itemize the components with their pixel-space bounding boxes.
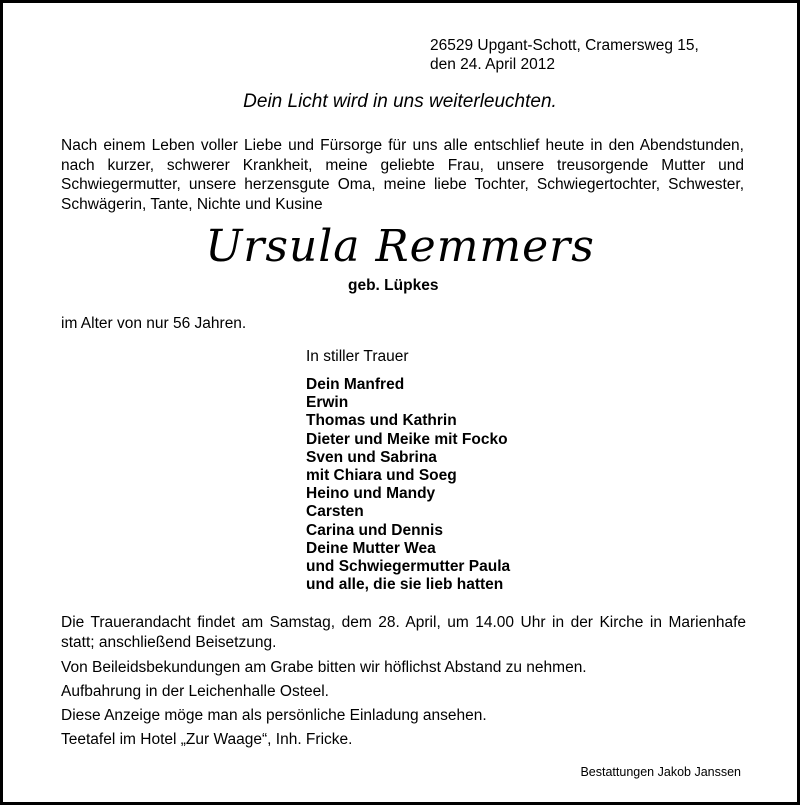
mourner-name: Erwin <box>306 394 349 412</box>
condolence-notice: Von Beileidsbekundungen am Grabe bitten wir höflichst Abstand zu nehmen. <box>61 659 587 676</box>
invitation-notice: Diese Anzeige möge man als persönliche Einladung ansehen. <box>61 707 487 724</box>
date-line: den 24. April 2012 <box>430 56 555 73</box>
mourner-name: Heino und Mandy <box>306 485 436 503</box>
mourners-list <box>306 376 510 594</box>
place-and-date <box>430 36 699 74</box>
mourning-heading: In stiller Trauer <box>306 348 409 365</box>
mourner-name: Deine Mutter Wea <box>306 539 436 557</box>
address-line: 26529 Upgant-Schott, Cramersweg 15, <box>430 37 699 54</box>
laying-out-notice: Aufbahrung in der Leichenhalle Osteel. <box>61 683 329 700</box>
mourner-name: und alle, die sie lieb hatten <box>306 576 504 594</box>
maiden-name: geb. Lüpkes <box>348 277 439 294</box>
age-text: im Alter von nur 56 Jahren. <box>61 315 247 332</box>
motto: Dein Licht wird in uns weiterleuchten. <box>243 91 557 112</box>
mourner-name: mit Chiara und Soeg <box>306 467 457 485</box>
mourner-name: Carsten <box>306 503 364 521</box>
mourner-name: Sven und Sabrina <box>306 448 437 466</box>
funeral-service-notice: Die Trauerandacht findet am Samstag, dem 28. April, um 14.00 Uhr in der Kirche in Marienhafe statt; anschließend Beisetzung. <box>61 614 746 651</box>
mourner-name: Thomas und Kathrin <box>306 412 457 430</box>
mourner-name: Carina und Dennis <box>306 521 443 539</box>
mourner-name: und Schwiegermutter Paula <box>306 558 511 576</box>
tea-notice: Teetafel im Hotel „Zur Waage“, Inh. Fricke. <box>61 731 353 748</box>
deceased-name: Ursula Remmers <box>205 221 595 272</box>
mourner-name: Dein Manfred <box>306 376 405 393</box>
undertaker-credit: Bestattungen Jakob Janssen <box>580 765 741 779</box>
intro-text: Nach einem Leben voller Liebe und Fürsorge für uns alle entschlief heute in den Abendstunden, nach kurzer, schwerer Krankheit, meine geliebte Frau, unsere treusorgende Mutter und Schwiegermutter, unsere herzensgute Oma, meine liebe Tochter, Schwiegertochter, Schwester, Schwägerin, Tante, Nichte und Kusine <box>61 137 744 213</box>
mourner-name: Dieter und Meike mit Focko <box>306 430 508 448</box>
